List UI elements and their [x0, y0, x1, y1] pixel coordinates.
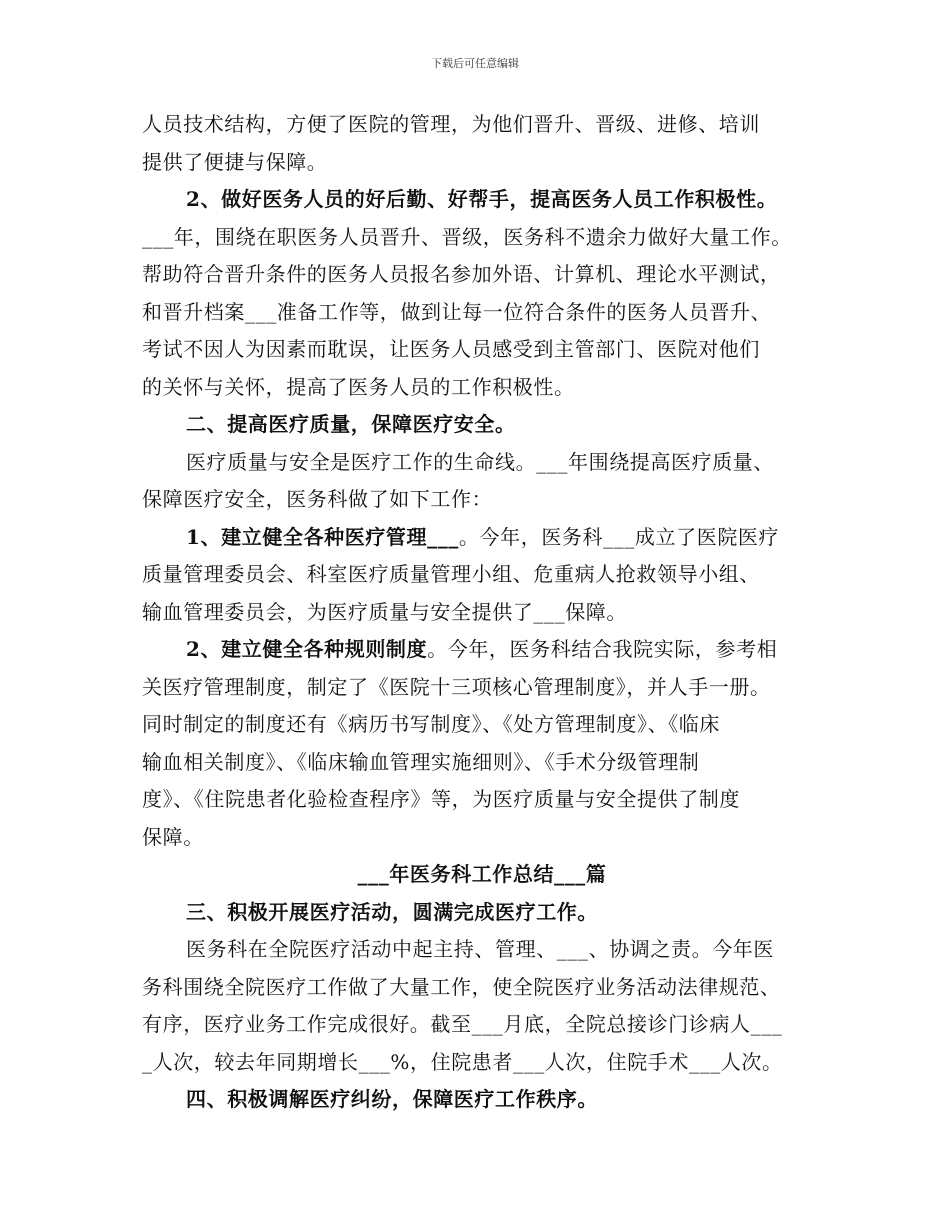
text-line: 务科围绕全院医疗工作做了大量工作，使全院医疗业务活动法律规范、	[142, 974, 781, 999]
section-heading: 三、积极开展医疗活动，圆满完成医疗工作。	[186, 899, 598, 924]
text-line: 提供了便捷与保障。	[142, 149, 328, 174]
inline-bold-lead: 2、建立健全各种规则制度	[186, 637, 428, 661]
text-line: 度》、《住院患者化验检查程序》等，为医疗质量与安全提供了制度	[142, 787, 740, 811]
text-line: 帮助符合晋升条件的医务人员报名参加外语、计算机、理论水平测试，	[142, 262, 781, 286]
text-line: 和晋升档案___准备工作等，做到让每一位符合条件的医务人员晋升、	[142, 299, 772, 324]
section-heading: 二、提高医疗质量，保障医疗安全。	[186, 412, 516, 436]
text-line: 2、建立健全各种规则制度。今年，医务科结合我院实际，参考相	[186, 637, 778, 661]
section-heading: 四、积极调解医疗纠纷，保障医疗工作秩序。	[186, 1087, 598, 1111]
subsection-heading: 2、做好医务人员的好后勤、好帮手，提高医务人员工作积极性。	[186, 187, 778, 211]
text-line: 同时制定的制度还有《病历书写制度》、《处方管理制度》、《临床	[142, 712, 720, 736]
text-line: 的关怀与关怀，提高了医务人员的工作积极性。	[142, 374, 575, 399]
text-line: 保障医疗安全，医务科做了如下工作：	[142, 487, 493, 511]
text-line: 考试不因人为因素而耽误，让医务人员感受到主管部门、医院对他们	[142, 337, 760, 361]
text-line: 关医疗管理制度，制定了《医院十三项核心管理制度》，并人手一册。	[142, 674, 771, 699]
inline-bold-lead: 1、建立健全各种医疗管理___	[186, 524, 459, 549]
text-line: 医疗质量与安全是医疗工作的生命线。___年围绕提高医疗质量、	[186, 449, 774, 474]
text-line: 有序，医疗业务工作完成很好。截至___月底，全院总接诊门诊病人___	[142, 1012, 783, 1036]
text-line: 输血管理委员会，为医疗质量与安全提供了___保障。	[142, 599, 627, 624]
text-line: 医务科在全院医疗活动中起主持、管理、___、协调之责。今年医	[186, 937, 774, 961]
text-line: 人员技术结构，方便了医院的管理，为他们晋升、晋级、进修、培训	[142, 112, 760, 136]
document-title: ___年医务科工作总结___篇	[357, 862, 607, 886]
text-line: 输血相关制度》、《临床输血管理实施细则》、《手术分级管理制	[142, 749, 700, 774]
text-line: _人次，较去年同期增长___%，住院患者___人次，住院手术___人次。	[142, 1049, 783, 1074]
text-line: 质量管理委员会、科室医疗质量管理小组、危重病人抢救领导小组、	[142, 562, 760, 586]
text-line: 1、建立健全各种医疗管理___。今年，医务科___成立了医院医疗	[186, 524, 780, 549]
page-header: 下载后可任意编辑	[431, 57, 519, 70]
text-line: 保障。	[142, 824, 204, 849]
document-body	[142, 106, 822, 1119]
text-line: ___年，围绕在职医务人员晋升、晋级，医务科不遗余力做好大量工作。	[142, 224, 792, 249]
